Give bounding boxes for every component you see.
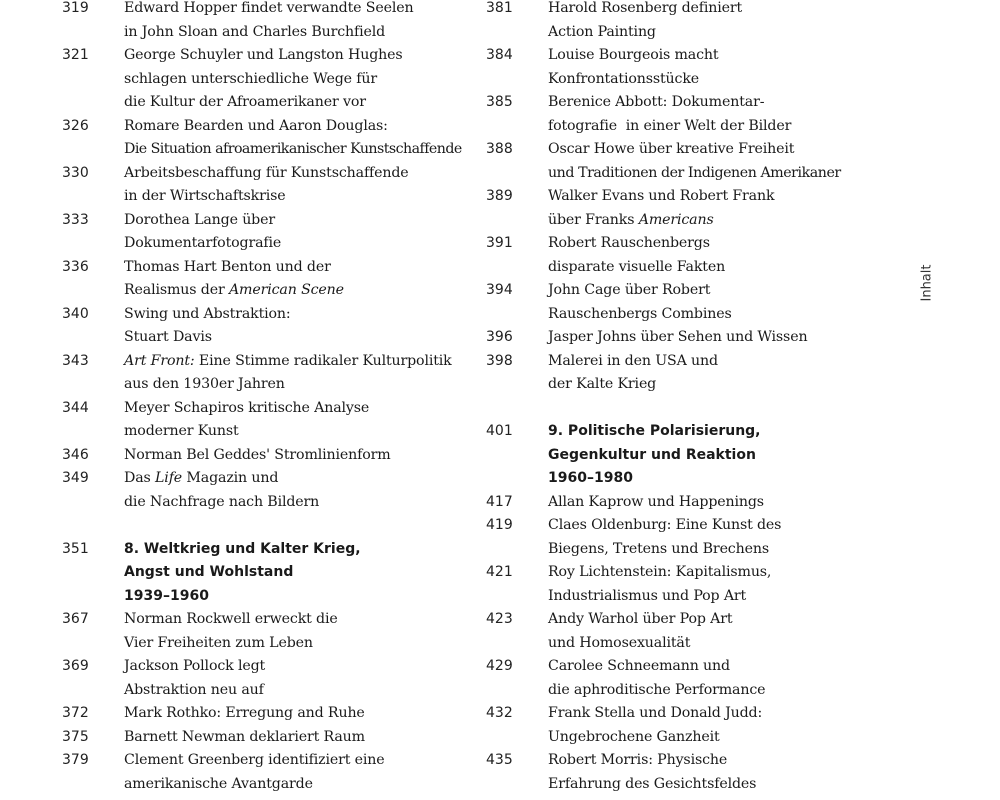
page-number: 419 [486,517,513,533]
entry-title-line: Harold Rosenberg definiert [548,0,743,16]
entry-title-line: John Cage über Robert [548,282,711,298]
entry-title-line: Arbeitsbeschaffung für Kunstschaffende [124,164,409,181]
entry-title-line: Erfahrung des Gesichtsfeldes [548,775,757,792]
entry-title-line: Robert Morris: Physische [548,752,728,768]
entry-title-line: Malerei in den USA und [548,352,718,369]
toc-entry [486,561,866,608]
toc-entry [486,702,866,749]
page-number: 385 [486,94,513,110]
toc-entry [62,256,482,303]
entry-title-line: Jasper Johns über Sehen und Wissen [548,329,808,345]
entry-title-line [124,350,482,374]
chapter-heading [62,538,482,609]
entry-title-line: in John Sloan and Charles Burchfield [124,23,386,40]
page-number: 321 [62,47,89,63]
entry-title-line: aus den 1930er Jahren [124,376,285,392]
entry-title-line: der Kalte Krieg [548,376,657,392]
toc-entry [62,115,482,162]
chapter-title-line: 9. Politische Polarisierung, [548,423,761,439]
toc-left-column [62,0,482,796]
entry-title-line: Industrialismus und Pop Art [548,587,747,604]
entry-text: Realismus der [124,282,229,298]
entry-title-line: die Kultur der Afroamerikaner vor [124,94,366,110]
entry-title-line: Ungebrochene Ganzheit [548,728,720,745]
entry-title-line: Claes Oldenburg: Eine Kunst des [548,517,782,533]
entry-title-line [124,279,482,303]
toc-entry [486,91,866,138]
toc-entry [62,444,482,468]
entry-title-line: Dorothea Lange über [124,211,275,228]
page-number: 367 [62,611,89,627]
entry-title-line: Norman Rockwell erweckt die [124,611,338,627]
toc-entry [486,232,866,279]
page-number: 343 [62,352,89,369]
page-number: 319 [62,0,89,16]
entry-title-line: Walker Evans und Robert Frank [548,188,775,204]
toc-entry [62,44,482,115]
entry-title-line: in der Wirtschaftskrise [124,188,286,204]
entry-title-line: Andy Warhol über Pop Art [548,611,733,627]
entry-title-line: Thomas Hart Benton und der [124,258,331,275]
toc-right-column [486,0,866,796]
entry-title-line: Roy Lichtenstein: Kapitalismus, [548,564,772,580]
entry-title-line: George Schuyler und Langston Hughes [124,47,403,63]
page-number: 351 [62,540,89,557]
entry-italic-text: Americans [638,211,714,228]
section-side-label: Inhalt [919,264,935,302]
toc-entry [486,514,866,561]
entry-title-line: Romare Bearden und Aaron Douglas: [124,117,388,134]
entry-title-line: Die Situation afroamerikanischer Kunstschaffende [124,141,462,157]
entry-title-line: Clement Greenberg identifiziert eine [124,752,385,768]
page-number: 417 [486,493,513,510]
entry-title-line: Norman Bel Geddes' Stromlinienform [124,446,391,463]
page-number: 346 [62,446,89,463]
entry-italic-text: American Scene [228,282,344,298]
page-number: 391 [486,235,513,251]
page-number: 388 [486,141,513,157]
page-number: 435 [486,752,513,768]
toc-entry [62,655,482,702]
entry-title-line: Jackson Pollock legt [124,658,266,674]
toc-entry [62,303,482,350]
chapter-title-line: Angst und Wohlstand [124,564,294,580]
page-number: 396 [486,329,513,345]
entry-title-line: die Nachfrage nach Bildern [124,493,320,510]
entry-title-line: Abstraktion neu auf [124,681,264,698]
chapter-heading [486,420,866,491]
entry-title-line: schlagen unterschiedliche Wege für [124,70,377,87]
toc-entry [486,491,866,515]
toc-entry [486,326,866,350]
toc-entry [62,749,482,796]
chapter-years: 1960–1980 [548,470,633,486]
entry-title-line: und Homosexualität [548,634,691,651]
page-number: 421 [486,564,513,580]
entry-title-line: Edward Hopper findet verwandte Seelen [124,0,414,16]
toc-entry [486,350,866,397]
page-number: 389 [486,188,513,204]
toc-entry [486,44,866,91]
entry-title-line: Allan Kaprow und Happenings [548,493,764,510]
chapter-title-line: 8. Weltkrieg und Kalter Krieg, [124,540,361,557]
page-number: 379 [62,752,89,768]
entry-title-line: Berenice Abbott: Dokumentar- [548,94,765,110]
toc-entry [62,702,482,726]
entry-title-line: Meyer Schapiros kritische Analyse [124,399,370,416]
toc-entry [62,397,482,444]
chapter-title-line: Gegenkultur und Reaktion [548,446,756,463]
toc-entry [62,162,482,209]
page-number: 344 [62,399,89,416]
entry-title-line: Oscar Howe über kreative Freiheit [548,141,795,157]
entry-title-line: Carolee Schneemann und [548,658,730,674]
toc-entry [486,655,866,702]
entry-title-line: Dokumentarfotografie [124,235,282,251]
entry-title-line: moderner Kunst [124,423,239,439]
toc-entry [486,279,866,326]
entry-italic-text: Art Front: [124,352,195,369]
entry-title-line: Mark Rothko: Erregung and Ruhe [124,705,365,721]
entry-title-line [548,209,866,233]
entry-title-line: die aphroditische Performance [548,681,766,698]
entry-text: Magazin und [182,470,279,486]
page-number: 375 [62,728,89,745]
toc-entry [486,138,866,185]
toc-entry [62,726,482,750]
toc-entry [62,0,482,44]
toc-entry [62,608,482,655]
entry-title-line [124,467,482,491]
entry-title-line: Barnett Newman deklariert Raum [124,728,365,745]
page-number: 384 [486,47,513,63]
page-number: 349 [62,470,89,486]
page-number: 372 [62,705,89,721]
entry-text: über Franks [548,211,639,228]
page-number: 326 [62,117,89,134]
page-number: 369 [62,658,89,674]
entry-title-line: Louise Bourgeois macht [548,47,719,63]
page-number: 429 [486,658,513,674]
toc-entry [62,350,482,397]
entry-title-line: Robert Rauschenbergs [548,235,710,251]
page-number: 333 [62,211,89,228]
toc-entry [62,467,482,514]
page-number: 330 [62,164,89,181]
entry-title-line: Biegens, Tretens und Brechens [548,540,769,557]
toc-entry [486,749,866,796]
toc-entry [486,185,866,232]
entry-title-line: Swing und Abstraktion: [124,305,291,322]
entry-title-line: amerikanische Avantgarde [124,775,313,792]
toc-entry [62,209,482,256]
entry-title-line: Stuart Davis [124,329,212,345]
toc-entry [486,0,866,44]
entry-title-line: disparate visuelle Fakten [548,258,726,275]
page-number: 340 [62,305,89,322]
toc-entry [486,608,866,655]
entry-title-line: Action Painting [548,23,656,40]
entry-title-line: Vier Freiheiten zum Leben [124,634,313,651]
page-number: 381 [486,0,513,16]
entry-text: Eine Stimme radikaler Kulturpolitik [194,352,452,369]
page-number: 423 [486,611,513,627]
page-number: 398 [486,352,513,369]
entry-title-line: Rauschenbergs Combines [548,305,732,322]
page-number: 336 [62,258,89,275]
entry-italic-text: Life [155,470,183,486]
page-number: 401 [486,423,513,439]
chapter-years: 1939–1960 [124,587,209,604]
entry-title-line: Frank Stella und Donald Judd: [548,705,763,721]
page-number: 432 [486,705,513,721]
entry-title-line: und Traditionen der Indigenen Amerikaner [548,164,841,181]
page-number: 394 [486,282,513,298]
entry-title-line: Konfrontationsstücke [548,70,700,87]
entry-title-line: fotografie in einer Welt der Bilder [548,117,792,134]
entry-text: Das [124,470,156,486]
